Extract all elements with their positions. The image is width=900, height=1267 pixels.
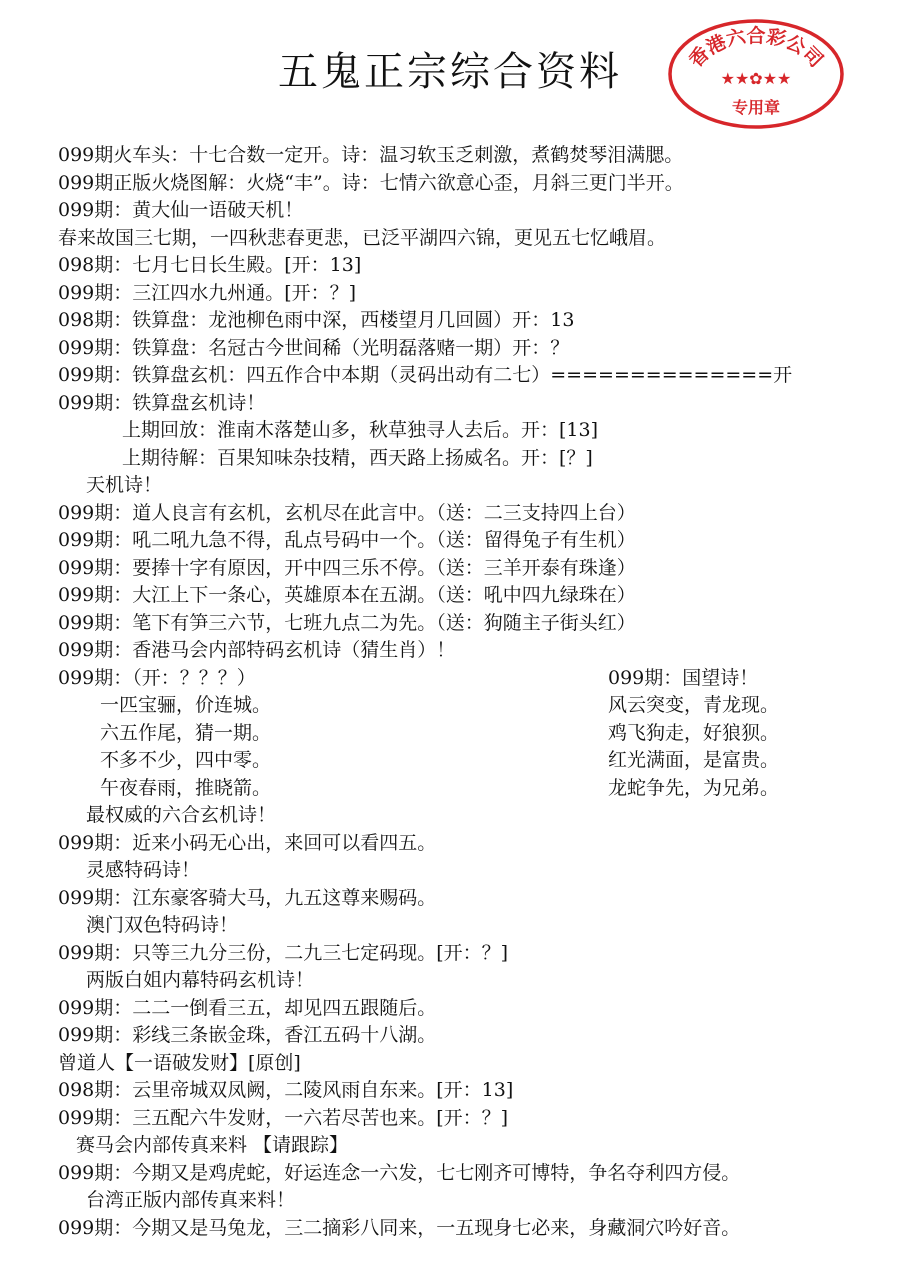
- section-heading-inspiration: 灵感特码诗！: [86, 859, 201, 881]
- riddle-line-2: 六五作尾，猜一期。: [100, 722, 272, 744]
- text-line-4: 春来故国三七期，一四秋悲春更悲，已泛平湖四六锦，更见五七忆峨眉。: [58, 227, 667, 249]
- riddle-line-4: 午夜春雨，推晓箭。: [100, 777, 272, 799]
- section-heading-tianji: 天机诗！: [86, 474, 163, 496]
- text-line-9: 099期：铁算盘玄机：四五作合中本期（灵码出动有二七）==============开: [58, 364, 793, 386]
- riddle-line-3: 不多不少，四中零。: [100, 749, 272, 771]
- text-line-33: 099期：彩线三条嵌金珠，香江五码十八湖。: [58, 1024, 437, 1046]
- section-heading-baijie: 两版白姐内幕特码玄机诗！: [86, 969, 315, 991]
- text-line-16: 099期：要捧十字有原因，开中四三乐不停。（送：三羊开泰有珠逢）: [58, 557, 636, 579]
- section-heading-taiwan: 台湾正版内部传真来料！: [86, 1189, 296, 1211]
- side-poem-title: 099期：国望诗！: [608, 667, 759, 689]
- section-heading-zengdaoren: 曾道人【一语破发财】[原创]: [58, 1052, 301, 1074]
- riddle-line-1: 一匹宝骊，价连城。: [100, 694, 272, 716]
- text-line-28: 099期：江东豪客骑大马，九五这尊来赐码。: [58, 887, 437, 909]
- text-line-14: 099期：道人良言有玄机，玄机尽在此言中。（送：二三支持四上台）: [58, 502, 636, 524]
- text-line-18: 099期：笔下有笋三六节，七班九点二为先。（送：狗随主子街头红）: [58, 612, 636, 634]
- page-title: 五鬼正宗综合资料: [278, 49, 622, 95]
- section-heading-macau: 澳门双色特码诗！: [86, 914, 239, 936]
- seal-bottom-text: 专用章: [731, 98, 781, 117]
- section-heading-authority: 最权威的六合玄机诗！: [86, 804, 277, 826]
- text-line-1: 099期火车头：十七合数一定开。诗：温习软玉乏刺激，煮鹤焚琴泪满腮。: [58, 144, 684, 166]
- side-poem-line-1: 风云突变，青龙现。: [608, 694, 780, 716]
- text-line-15: 099期：吼二吼九急不得，乱点号码中一个。（送：留得兔子有生机）: [58, 529, 636, 551]
- text-line-36: 099期：三五配六牛发财，一六若尽苦也来。[开：？]: [58, 1107, 509, 1129]
- text-line-3: 099期：黄大仙一语破天机！: [58, 199, 304, 221]
- text-line-11: 上期回放：淮南木落楚山多，秋草独寻人去后。开：[13]: [122, 419, 599, 441]
- text-line-40: 099期：今期又是马兔龙，三二摘彩八同来，一五现身七必来，身藏洞穴吟好音。: [58, 1217, 741, 1239]
- text-line-20: 099期：（开：？？？）: [58, 667, 256, 689]
- side-poem-line-3: 红光满面，是富贵。: [608, 749, 780, 771]
- text-line-8: 099期：铁算盘：名冠古今世间稀（光明磊落赌一期）开：？: [58, 337, 570, 359]
- text-line-17: 099期：大江上下一条心，英雄原本在五湖。（送：吼中四九绿珠在）: [58, 584, 636, 606]
- text-line-12: 上期待解：百果知味杂技精，西天路上扬威名。开：[？]: [122, 447, 593, 469]
- text-line-7: 098期：铁算盘：龙池柳色雨中深，西楼望月几回圆）开：13: [58, 309, 575, 331]
- text-line-19: 099期：香港马会内部特码玄机诗（猜生肖）！: [58, 639, 456, 661]
- side-poem-line-2: 鸡飞狗走，好狼狈。: [608, 722, 780, 744]
- text-line-26: 099期：近来小码无心出，来回可以看四五。: [58, 832, 437, 854]
- text-line-35: 098期：云里帝城双凤阙，二陵风雨自东来。[开：13]: [58, 1079, 514, 1101]
- section-heading-jockey-club: 赛马会内部传真来料 【请跟踪】: [76, 1134, 349, 1156]
- text-line-2: 099期正版火烧图解：火烧“丰”。诗：七情六欲意心歪，月斜三更门半开。: [58, 172, 684, 194]
- text-line-10: 099期：铁算盘玄机诗！: [58, 392, 266, 414]
- text-line-38: 099期：今期又是鸡虎蛇，好运连念一六发，七七刚齐可博特，争名夺利四方侵。: [58, 1162, 741, 1184]
- side-poem-line-4: 龙蛇争先，为兄弟。: [608, 777, 780, 799]
- text-line-6: 099期：三江四水九州通。[开：？]: [58, 282, 357, 304]
- text-line-5: 098期：七月七日长生殿。[开：13]: [58, 254, 362, 276]
- text-line-30: 099期：只等三九分三份，二九三七定码现。[开：？]: [58, 942, 509, 964]
- seal-ring-text: 香港六合彩公司: [684, 25, 828, 72]
- company-seal-stamp: [666, 18, 846, 130]
- seal-stars: ★★✿★★: [720, 69, 792, 88]
- text-line-32: 099期：二二一倒看三五，却见四五跟随后。: [58, 997, 437, 1019]
